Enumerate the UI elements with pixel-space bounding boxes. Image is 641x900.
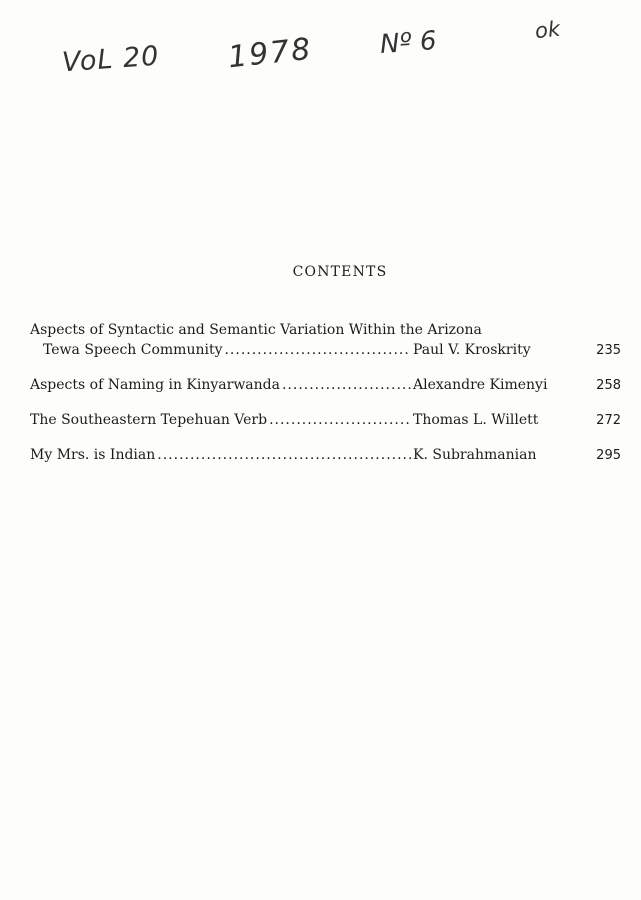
dot-leader xyxy=(224,340,411,360)
handwritten-number-note: Nº 6 xyxy=(379,26,438,60)
entry-author: Thomas L. Willett xyxy=(413,412,539,428)
entry-page-number: 295 xyxy=(596,448,621,463)
dot-leader xyxy=(282,375,411,395)
handwritten-year-note: 1978 xyxy=(226,31,314,76)
entry-title: Aspects of Naming in Kinyarwanda xyxy=(30,377,280,393)
entry-author: K. Subrahmanian xyxy=(413,447,537,463)
table-of-contents xyxy=(30,320,625,480)
handwritten-volume-note: VoL 20 xyxy=(61,40,161,79)
entry-title: My Mrs. is Indian xyxy=(30,447,156,463)
dot-leader xyxy=(269,410,411,430)
contents-heading: CONTENTS xyxy=(292,264,388,280)
entry-page-number: 235 xyxy=(596,343,621,358)
handwritten-ok-note: ok xyxy=(533,16,562,44)
toc-entry xyxy=(30,320,625,361)
entry-author: Alexandre Kimenyi xyxy=(413,377,548,393)
toc-entry xyxy=(30,375,625,396)
entry-title-line-2: Tewa Speech Community xyxy=(43,342,223,358)
toc-entry xyxy=(30,410,625,431)
dot-leader xyxy=(157,445,411,465)
entry-title-line-1: Aspects of Syntactic and Semantic Variation Within the Arizona xyxy=(30,322,482,338)
entry-title: The Southeastern Tepehuan Verb xyxy=(30,412,268,428)
entry-page-number: 272 xyxy=(596,413,621,428)
toc-entry xyxy=(30,445,625,466)
entry-author: Paul V. Kroskrity xyxy=(413,342,531,358)
entry-page-number: 258 xyxy=(596,378,621,393)
